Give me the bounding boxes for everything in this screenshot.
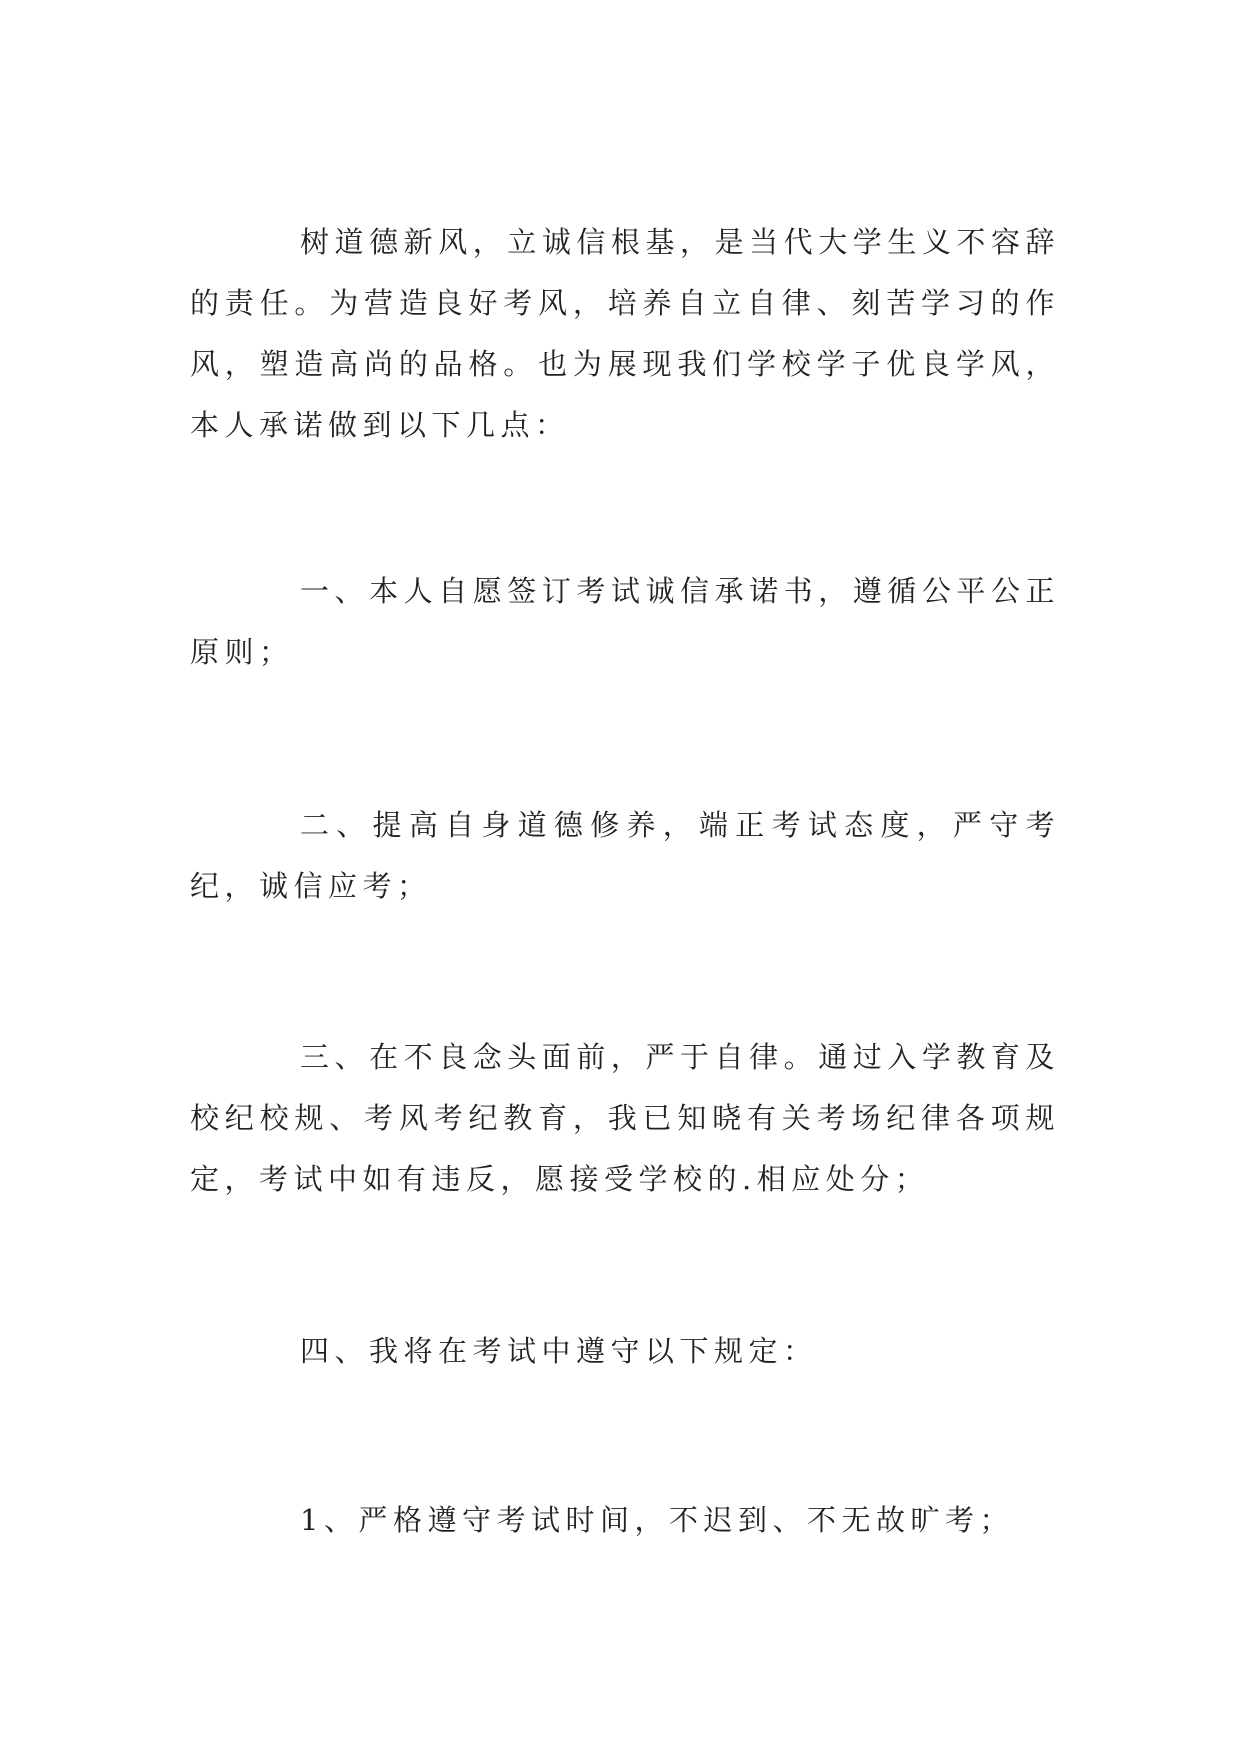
rule-1-paragraph: 1、严格遵守考试时间，不迟到、不无故旷考； xyxy=(300,1503,1014,1537)
pledge-item-2-paragraph: 二、提高自身道德修养，端正考试态度，严守考纪，诚信应考； xyxy=(190,808,1060,903)
pledge-item-1-paragraph: 一、本人自愿签订考试诚信承诺书，遵循公平公正原则； xyxy=(190,574,1060,669)
pledge-item-3-paragraph: 三、在不良念头面前，严于自律。通过入学教育及校纪校规、考风考纪教育，我已知晓有关考场纪律各项规定，考试中如有违反，愿接受学校的.相应处分； xyxy=(190,1040,1060,1196)
pledge-item-4-paragraph: 四、我将在考试中遵守以下规定： xyxy=(300,1334,818,1368)
intro-paragraph: 树道德新风，立诚信根基，是当代大学生义不容辞的责任。为营造良好考风，培养自立自律、刻苦学习的作风，塑造高尚的品格。也为展现我们学校学子优良学风，本人承诺做到以下几点： xyxy=(190,225,1060,442)
